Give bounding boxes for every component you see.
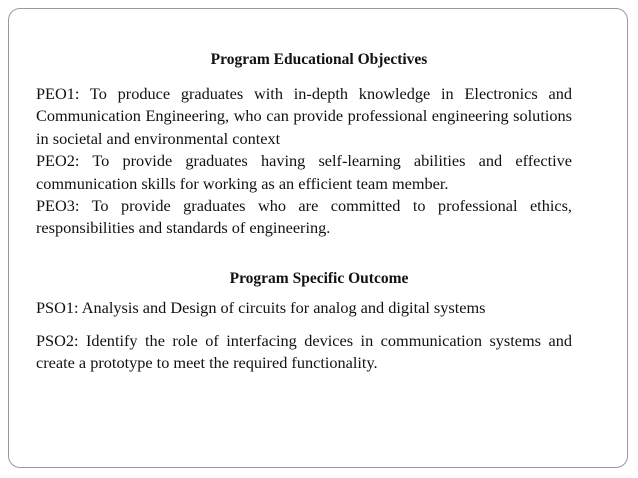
pso1-text: PSO1: Analysis and Design of circuits for analog and digital systems [36,298,486,317]
peo3-text: PEO3: To provide graduates who are committed to professional ethics, responsibilities and standards of engineering. [36,196,572,238]
pso2-text: PSO2: Identify the role of interfacing devices in communication systems and create a prototype to meet the required functionality. [36,331,572,373]
peo2-text: PEO2: To provide graduates having self-learning abilities and effective communication skills for working as an efficient team member. [36,151,572,193]
objectives-heading: Program Educational Objectives [210,51,428,68]
objectives-list [36,83,572,240]
peo1-text: PEO1: To produce graduates with in-depth knowledge in Electronics and Communication Engineering, who can provide professional engineering solutions in societal and environmental context [36,84,572,148]
outcomes-heading: Program Specific Outcome [229,270,409,287]
